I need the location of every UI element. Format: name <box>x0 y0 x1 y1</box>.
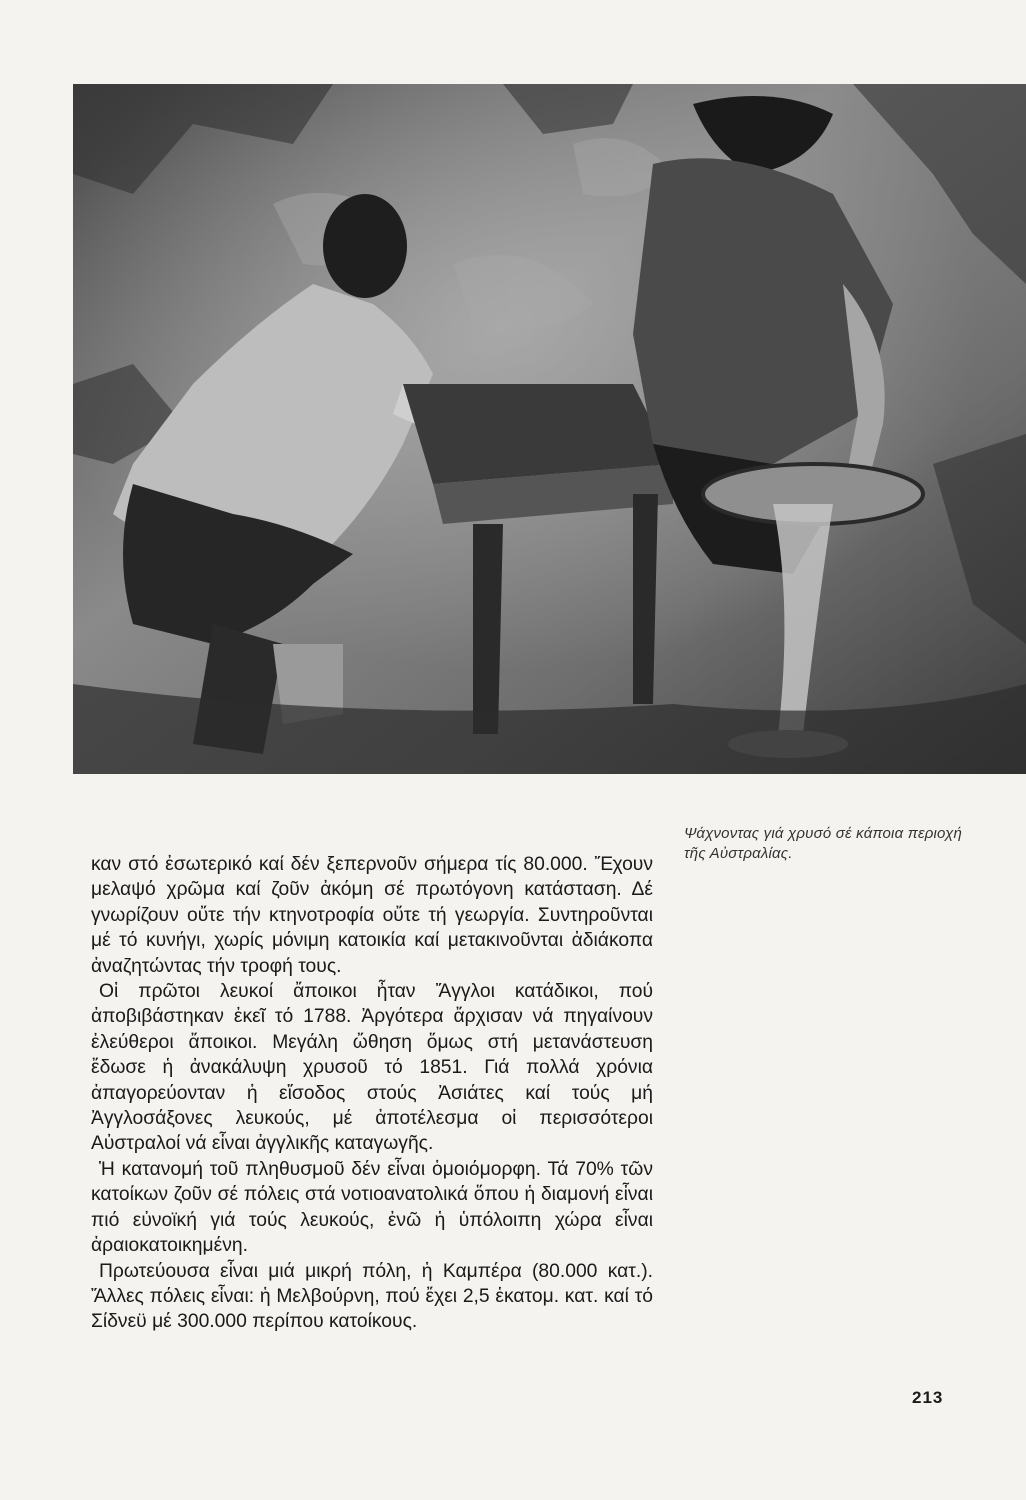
gold-panning-photo <box>73 84 1026 774</box>
paragraph: Οἱ πρῶτοι λευκοί ἄποικοι ἦταν Ἄγγλοι κατάδικοι, πού ἀποβιβάστηκαν ἐκεῖ τό 1788. Ἀργότερα ἄρχισαν νά πηγαίνουν ἐλεύθεροι ἄποικοι. Μεγάλη ὤθηση ὅμως στή μετανάστευση ἔδωσε ἡ ἀνακάλυψη χρυσοῦ τό 1851. Γιά πολλά χρόνια ἀπαγορεύονταν ἡ εἴσοδος στούς Ἀσιάτες καί τούς μή Ἀγγλοσάξονες λευκούς, μέ ἀποτέλεσμα οἱ περισσότεροι Αὐστραλοί νά εἶναι ἀγγλικῆς καταγωγῆς. <box>91 981 653 1155</box>
photo-caption: Ψάχνοντας γιά χρυσό σέ κάποια περιοχή τῆς Αὐστραλίας. <box>684 825 963 862</box>
paragraph: Πρωτεύουσα εἶναι μιά μικρή πόλη, ἡ Καμπέρα (80.000 κατ.). Ἄλλες πόλεις εἶναι: ἡ Μελβούρνη, πού ἔχει 2,5 ἑκατομ. κατ. καί τό Σίδνεϋ μέ 300.000 περίπου κατοίκους. <box>91 1260 653 1333</box>
body-text <box>91 852 653 1335</box>
paragraph: Ἡ κατανομή τοῦ πληθυσμοῦ δέν εἶναι ὁμοιόμορφη. Τά 70% τῶν κατοίκων ζοῦν σέ πόλεις στά νοτιοανατολικά ὅπου ἡ διαμονή εἶναι πιό εὐνοϊκή γιά τούς λευκούς, ἐνῶ ἡ ὑπόλοιπη χώρα εἶναι ἀραιοκατοικημένη. <box>91 1158 653 1257</box>
paragraph: καν στό ἐσωτερικό καί δέν ξεπερνοῦν σήμερα τίς 80.000. Ἔχουν μελαψό χρῶμα καί ζοῦν ἀκόμη σέ πρωτόγονη κατάσταση. Δέ γνωρίζουν οὔτε τήν κτηνοτροφία οὔτε τή γεωργία. Συντηροῦνται μέ τό κυνήγι, χωρίς μόνιμη κατοικία καί μετακινοῦνται ἀδιάκοπα ἀναζητώντας τήν τροφή τους. <box>91 854 653 977</box>
page-number: 213 <box>912 1388 944 1407</box>
